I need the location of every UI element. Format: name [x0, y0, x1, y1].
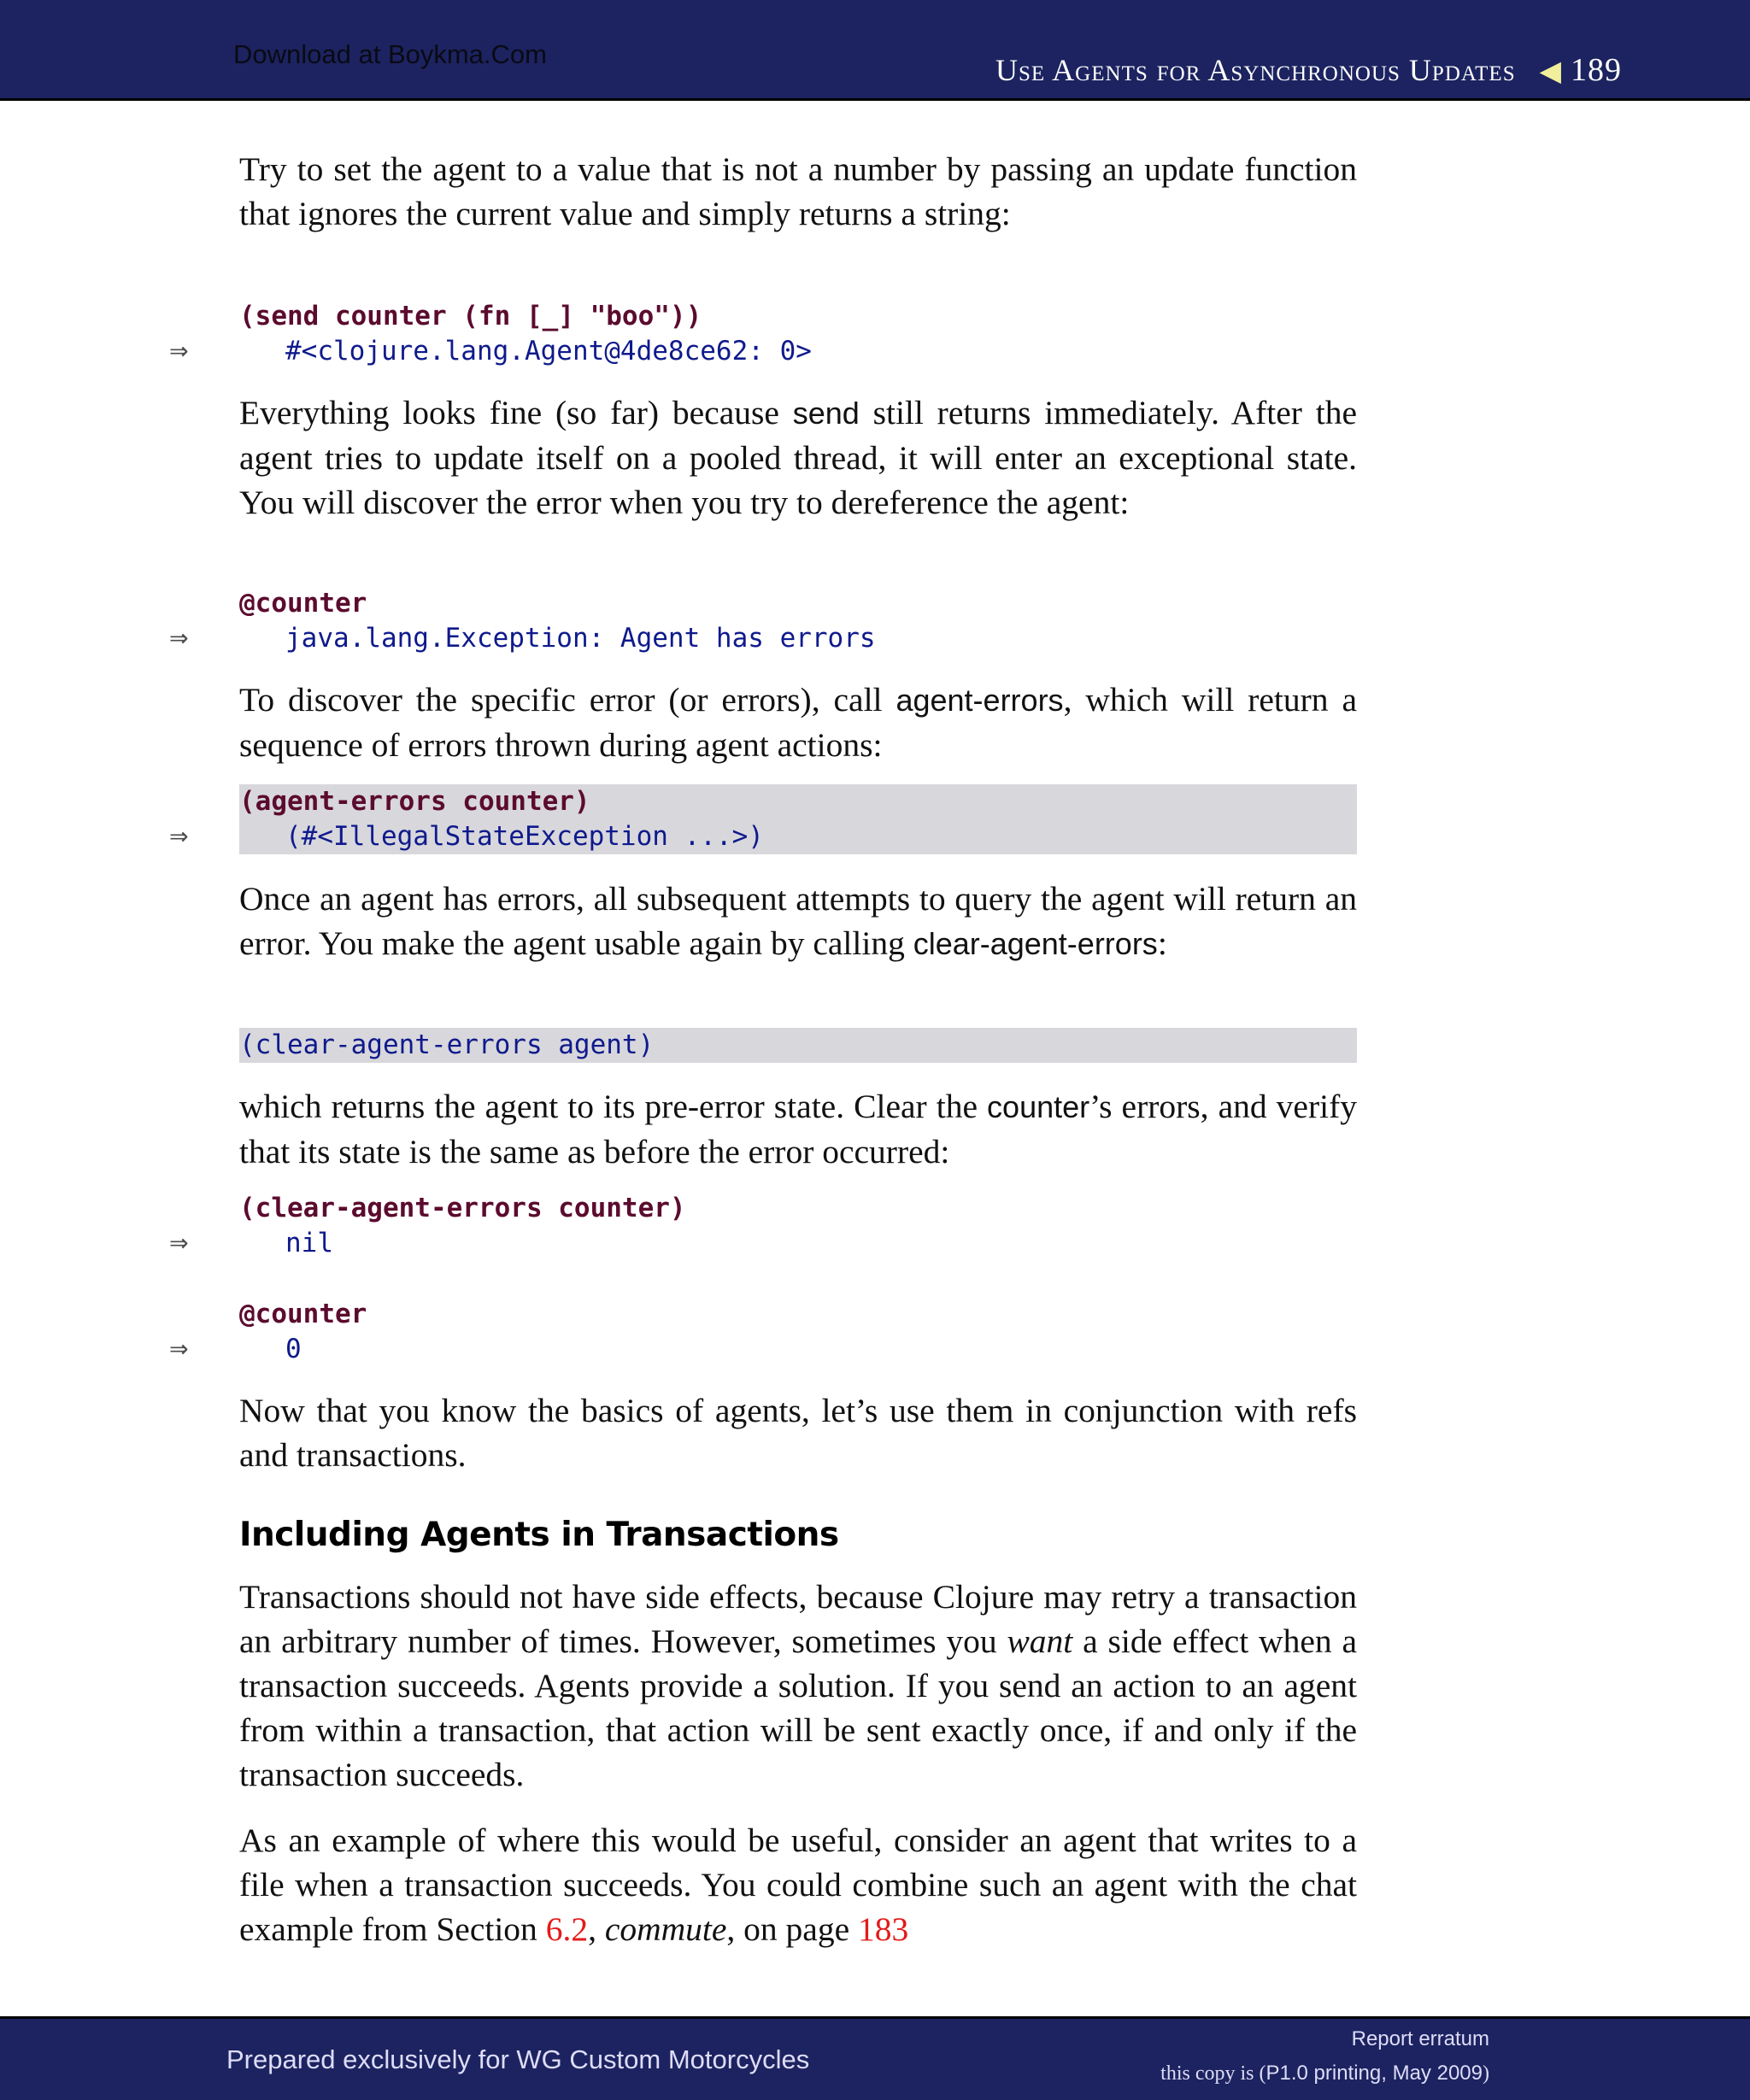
code-block	[169, 586, 1357, 656]
inline-code-send: send	[792, 396, 860, 431]
paragraph-text: , on page	[726, 1910, 858, 1948]
code-input: (agent-errors counter)	[239, 786, 590, 817]
download-note: Download at Boykma.Com	[233, 39, 547, 69]
printing-version: P1.0 printing, May 2009	[1266, 2062, 1483, 2085]
paragraph-text: :	[1157, 924, 1167, 962]
emphasis: want	[1007, 1622, 1073, 1660]
paragraph	[239, 1818, 1357, 1951]
inline-code-agent-errors: agent-errors	[896, 683, 1064, 718]
paragraph: Try to set the agent to a value that is not a number by passing an update function that ignores the current value and simply returns a string:	[239, 150, 1357, 232]
paragraph	[239, 390, 1357, 525]
prepared-for-note: Prepared exclusively for WG Custom Motorcycles	[226, 2044, 810, 2074]
result-arrow-icon: ⇒	[169, 1230, 189, 1257]
paragraph	[239, 1575, 1357, 1797]
result-arrow-icon: ⇒	[169, 625, 189, 652]
code-output	[169, 1226, 1357, 1261]
report-erratum-link[interactable]: Report erratum	[1351, 2027, 1489, 2050]
paragraph	[239, 1084, 1357, 1174]
section-title: commute	[604, 1910, 727, 1948]
code-block-highlighted	[169, 784, 1357, 854]
result-arrow-icon: ⇒	[169, 1336, 189, 1363]
code-line: (clear-agent-errors agent)	[239, 1029, 655, 1060]
page-number: 189	[1571, 52, 1622, 88]
paragraph-text: ’s errors, and verify that its state is the same as before the error occurred:	[239, 1088, 1357, 1170]
page-footer-banner	[0, 2016, 1750, 2100]
code-output-text: 0	[285, 1334, 302, 1364]
paragraph	[239, 678, 1357, 767]
result-arrow-icon: ⇒	[169, 338, 189, 365]
code-block	[169, 1297, 1357, 1367]
code-output-text: (#<IllegalStateException ...>)	[285, 821, 764, 852]
running-head	[995, 51, 1622, 89]
copy-info-text: )	[1483, 2062, 1489, 2085]
code-output-text: nil	[285, 1228, 333, 1258]
code-output	[169, 819, 1357, 854]
paragraph-text: Everything looks fine (so far) because	[239, 394, 793, 431]
paragraph: Now that you know the basics of agents, let’s use them in conjunction with refs and transactions.	[239, 1392, 1357, 1474]
code-output-text: #<clojure.lang.Agent@4de8ce62: 0>	[285, 336, 812, 367]
paragraph-text: ,	[588, 1910, 605, 1948]
code-input: @counter	[239, 1299, 367, 1329]
paragraph	[239, 877, 1357, 966]
code-block	[169, 299, 1357, 369]
paragraph-text: still returns immediately. After the agent tries to update itself on a pooled thread, it will enter an exceptional state. You will discover the error when you try to dereference the agent:	[239, 394, 1357, 521]
paragraph-text: , which will return a sequence of errors thrown during agent actions:	[239, 681, 1358, 764]
result-arrow-icon: ⇒	[169, 824, 189, 850]
page-link[interactable]: 183	[857, 1910, 909, 1948]
paragraph-text: Once an agent has errors, all subsequent attempts to query the agent will return an error. You make the agent usable again by calling	[239, 880, 1357, 962]
code-block-highlighted	[239, 1028, 1357, 1063]
section-link[interactable]: 6.2	[545, 1910, 589, 1948]
code-input: (clear-agent-errors counter)	[239, 1193, 686, 1223]
inline-code-clear-agent-errors: clear-agent-errors	[913, 926, 1158, 961]
code-output	[169, 621, 1357, 656]
paragraph-text: As an example of where this would be useful, consider an agent that writes to a file when a transaction succeeds. You could combine such an agent with the chat example from Section	[239, 1821, 1357, 1948]
page-header-banner	[0, 0, 1750, 101]
code-input: @counter	[239, 588, 367, 619]
inline-code-counter: counter	[987, 1089, 1090, 1124]
code-input: (send counter (fn [_] "boo"))	[239, 301, 702, 331]
triangle-left-icon: ◀	[1539, 56, 1562, 87]
paragraph-text: a side effect when a transaction succeeds. Agents provide a solution. If you send an action to an agent from within a transaction, that action will be sent exactly once, if and only if the transaction succeeds.	[239, 1622, 1357, 1793]
copy-info-text: this copy is (	[1160, 2062, 1266, 2085]
code-output	[169, 1332, 1357, 1367]
paragraph-text: Transactions should not have side effects, because Clojure may retry a transaction an arbitrary number of times. However, sometimes you	[239, 1578, 1357, 1660]
code-block	[169, 1191, 1357, 1261]
code-output-text: java.lang.Exception: Agent has errors	[285, 623, 876, 654]
paragraph-text: which returns the agent to its pre-error state. Clear the	[239, 1088, 988, 1125]
copy-info	[1160, 2062, 1489, 2085]
code-output	[169, 334, 1357, 369]
running-title: Use Agents for Asynchronous Updates	[995, 53, 1516, 87]
section-heading: Including Agents in Transactions	[239, 1516, 839, 1554]
paragraph-text: To discover the specific error (or errors), call	[239, 681, 896, 719]
